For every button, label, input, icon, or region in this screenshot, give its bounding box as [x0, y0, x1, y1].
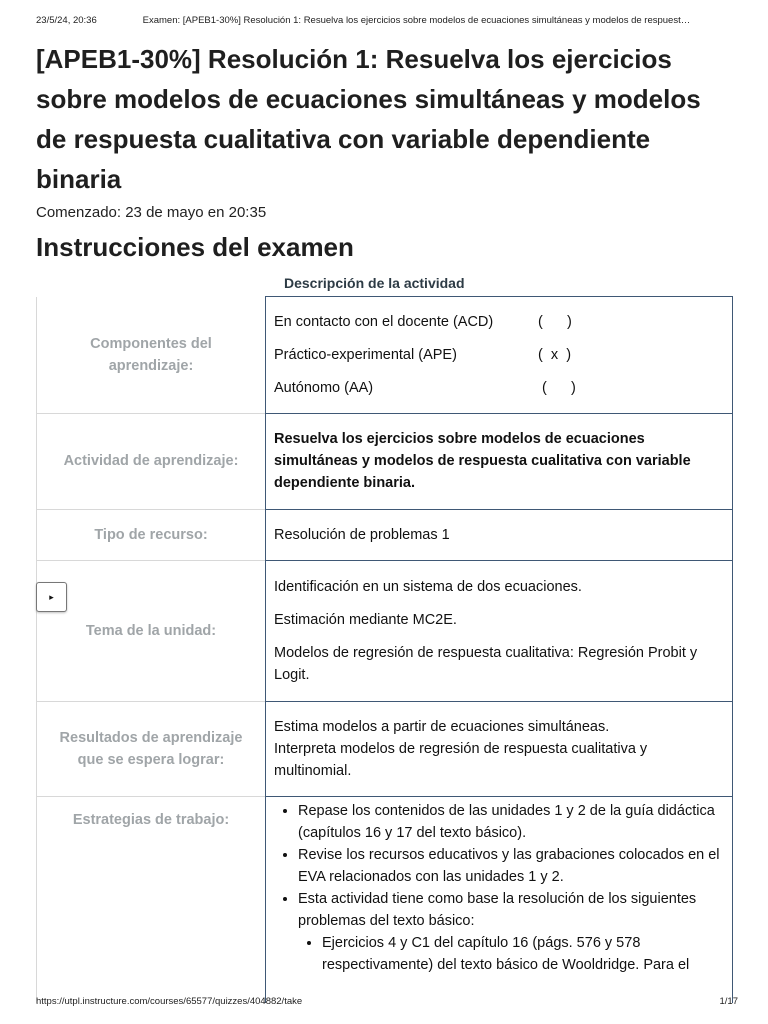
activity-description-table	[36, 296, 733, 1003]
strategies-list	[274, 800, 724, 976]
topic-line: Estimación mediante MC2E.	[274, 611, 457, 628]
list-item: • Repase los contenidos de las unidades 1 y 2 de la guía didáctica (capítulos 16 y 17 del texto básico).	[298, 800, 724, 844]
topic-line: Modelos de regresión de respuesta cualitativa: Regresión Probit y Logit.	[274, 644, 698, 683]
quiz-title: [APEB1-30%] Resolución 1: Resuelva los ejercicios sobre modelos de ecuaciones simultáneas y modelos de respuesta cualitativa con variable dependiente binaria	[36, 44, 701, 194]
list-item: • Esta actividad tiene como base la resolución de los siguientes problemas del texto básico: • Ejercicios 4 y C1 del capítulo 16 (págs. 576 y 578 respectivamente) del texto básico de Wooldridge. Para el	[298, 888, 724, 976]
table-row-resource	[37, 509, 733, 560]
component-item: En contacto con el docente (ACD) ( )	[274, 313, 572, 330]
play-icon: ▸	[49, 591, 54, 602]
results-line: Interpreta modelos de regresión de respuesta cualitativa y multinomial.	[274, 740, 648, 779]
print-timestamp: 23/5/24, 20:36	[36, 15, 97, 26]
strategies-sublist	[298, 932, 724, 976]
table-row-topic	[37, 560, 733, 701]
topic-label: Tema de la unidad:	[37, 560, 266, 701]
media-play-button[interactable]	[36, 582, 67, 612]
resource-label: Tipo de recurso:	[37, 509, 266, 560]
component-item: Autónomo (AA) ( )	[274, 379, 576, 396]
results-label: Resultados de aprendizaje que se espera lograr:	[37, 701, 266, 796]
print-header	[36, 15, 738, 26]
topic-line: Identificación en un sistema de dos ecuaciones.	[274, 578, 582, 595]
component-item: Práctico-experimental (APE) ( x )	[274, 346, 572, 363]
components-value	[266, 297, 733, 414]
started-timestamp: Comenzado: 23 de mayo en 20:35	[36, 204, 267, 221]
print-document-title: Examen: [APEB1-30%] Resolución 1: Resuelva los ejercicios sobre modelos de ecuaciones simultáneas y modelos de respuest…	[142, 15, 691, 26]
activity-value: Resuelva los ejercicios sobre modelos de ecuaciones simultáneas y modelos de respuesta cualitativa con variable dependiente binaria.	[266, 413, 733, 509]
resource-value: Resolución de problemas 1	[266, 509, 733, 560]
results-line: Estima modelos a partir de ecuaciones simultáneas.	[274, 718, 610, 735]
list-item: • Revise los recursos educativos y las grabaciones colocados en el EVA relacionados con las unidades 1 y 2.	[298, 844, 724, 888]
strategies-value	[266, 796, 733, 1003]
page-url: https://utpl.instructure.com/courses/65577/quizzes/404882/take	[36, 996, 303, 1007]
table-row-activity	[37, 413, 733, 509]
print-footer	[36, 996, 738, 1007]
components-label: Componentes del aprendizaje:	[37, 297, 266, 414]
topic-value	[266, 560, 733, 701]
table-row-results	[37, 701, 733, 796]
results-value	[266, 701, 733, 796]
strategies-label: Estrategias de trabajo:	[37, 796, 266, 1003]
page-number: 1/17	[719, 996, 738, 1007]
activity-label: Actividad de aprendizaje:	[37, 413, 266, 509]
instructions-heading: Instrucciones del examen	[36, 232, 354, 262]
table-row-components	[37, 297, 733, 414]
table-row-strategies	[37, 796, 733, 1003]
activity-description-heading: Descripción de la actividad	[284, 275, 465, 291]
list-item: • Ejercicios 4 y C1 del capítulo 16 (págs. 576 y 578 respectivamente) del texto básico de Wooldridge. Para el	[322, 932, 724, 976]
